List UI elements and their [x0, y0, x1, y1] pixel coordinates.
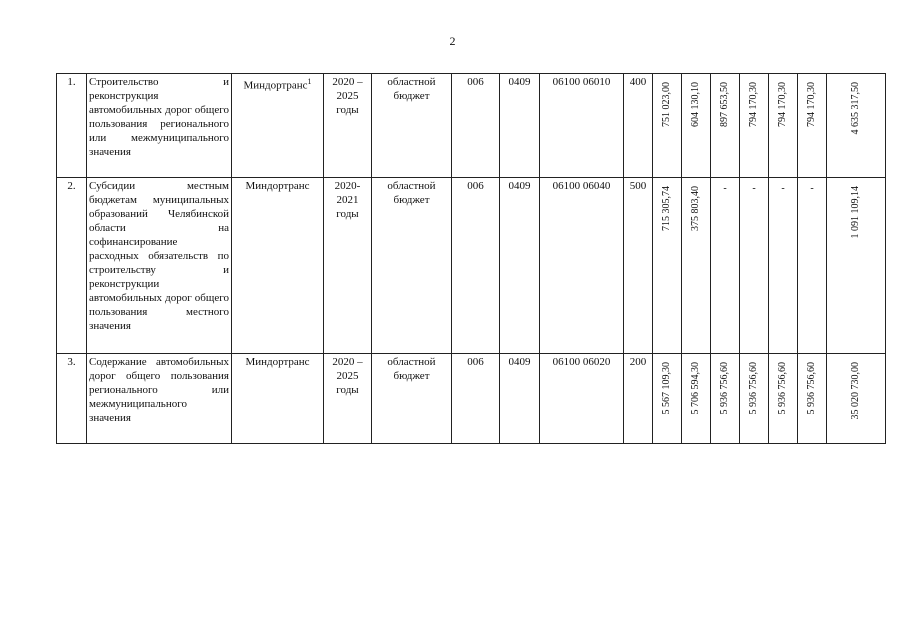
year-value-cell: [653, 354, 682, 444]
year-value-cell: [653, 74, 682, 178]
period: 2020 – 2025 годы: [324, 74, 372, 178]
year-value-cell: [653, 178, 682, 354]
year-value: -: [781, 183, 785, 194]
activity-name: Строительство и реконструкция автомобильных дорог общего пользования регионального или межмуниципального значения: [87, 74, 232, 178]
year-value: 794 170,30: [777, 82, 788, 127]
code-ministry: 006: [452, 354, 500, 444]
year-value: 5 936 756,60: [748, 362, 759, 415]
year-value: -: [752, 183, 756, 194]
executor-cell: [232, 178, 324, 354]
year-value-cell: [740, 178, 769, 354]
code-target-article: 06100 06020: [540, 354, 624, 444]
year-value: -: [810, 183, 814, 194]
row-number: 1.: [57, 74, 87, 178]
code-expense-type: 200: [624, 354, 653, 444]
total-value: 4 635 317,50: [850, 82, 861, 135]
table-row: [57, 178, 886, 354]
table-row: [57, 354, 886, 444]
code-target-article: 06100 06040: [540, 178, 624, 354]
page-number: 2: [449, 34, 456, 48]
funding-source: областной бюджет: [372, 74, 452, 178]
year-value-cell: [798, 178, 827, 354]
year-value: 5 706 594,30: [690, 362, 701, 415]
year-value-cell: [740, 74, 769, 178]
period: 2020- 2021 годы: [324, 178, 372, 354]
executor-name: Миндортранс: [245, 180, 310, 192]
year-value-cell: [769, 178, 798, 354]
executor-name: Миндортранс: [245, 356, 310, 368]
year-value-cell: [682, 74, 711, 178]
program-activities-table: [56, 73, 886, 444]
executor-cell: [232, 74, 324, 178]
code-expense-type: 400: [624, 74, 653, 178]
year-value-cell: [682, 178, 711, 354]
total-value: 1 091 109,14: [850, 186, 861, 239]
code-target-article: 06100 06010: [540, 74, 624, 178]
year-value-cell: [711, 354, 740, 444]
year-value: 5 936 756,60: [719, 362, 730, 415]
funding-source: областной бюджет: [372, 178, 452, 354]
table-row: [57, 74, 886, 178]
year-value: 5 936 756,60: [777, 362, 788, 415]
year-value: 751 023,00: [661, 82, 672, 127]
code-expense-type: 500: [624, 178, 653, 354]
activity-name: Субсидии местным бюджетам муниципальных образований Челябинской области на софинансирование расходных обязательств по строительству и реконструкции автомобильных дорог общего пользования местного значения: [87, 178, 232, 354]
year-value: 604 130,10: [690, 82, 701, 127]
total-value-cell: [827, 354, 886, 444]
code-section: 0409: [500, 74, 540, 178]
total-value: 35 020 730,00: [850, 362, 861, 420]
year-value: -: [723, 183, 727, 194]
year-value-cell: [682, 354, 711, 444]
year-value: 5 567 109,30: [661, 362, 672, 415]
code-section: 0409: [500, 178, 540, 354]
year-value-cell: [769, 74, 798, 178]
year-value-cell: [769, 354, 798, 444]
year-value: 5 936 756,60: [806, 362, 817, 415]
year-value-cell: [740, 354, 769, 444]
executor-footnote-mark: 1: [307, 77, 312, 86]
total-value-cell: [827, 178, 886, 354]
total-value-cell: [827, 74, 886, 178]
year-value: 794 170,30: [806, 82, 817, 127]
code-ministry: 006: [452, 74, 500, 178]
code-ministry: 006: [452, 178, 500, 354]
executor-cell: [232, 354, 324, 444]
year-value-cell: [711, 74, 740, 178]
period: 2020 – 2025 годы: [324, 354, 372, 444]
activity-name: Содержание автомобильных дорог общего пользования регионального или межмуниципального значения: [87, 354, 232, 444]
year-value: 375 803,40: [690, 186, 701, 231]
row-number: 2.: [57, 178, 87, 354]
year-value-cell: [798, 354, 827, 444]
year-value-cell: [798, 74, 827, 178]
funding-source: областной бюджет: [372, 354, 452, 444]
code-section: 0409: [500, 354, 540, 444]
executor-name: Миндортранс: [243, 79, 308, 92]
year-value: 715 305,74: [661, 186, 672, 231]
year-value-cell: [711, 178, 740, 354]
row-number: 3.: [57, 354, 87, 444]
year-value: 794 170,30: [748, 82, 759, 127]
year-value: 897 653,50: [719, 82, 730, 127]
